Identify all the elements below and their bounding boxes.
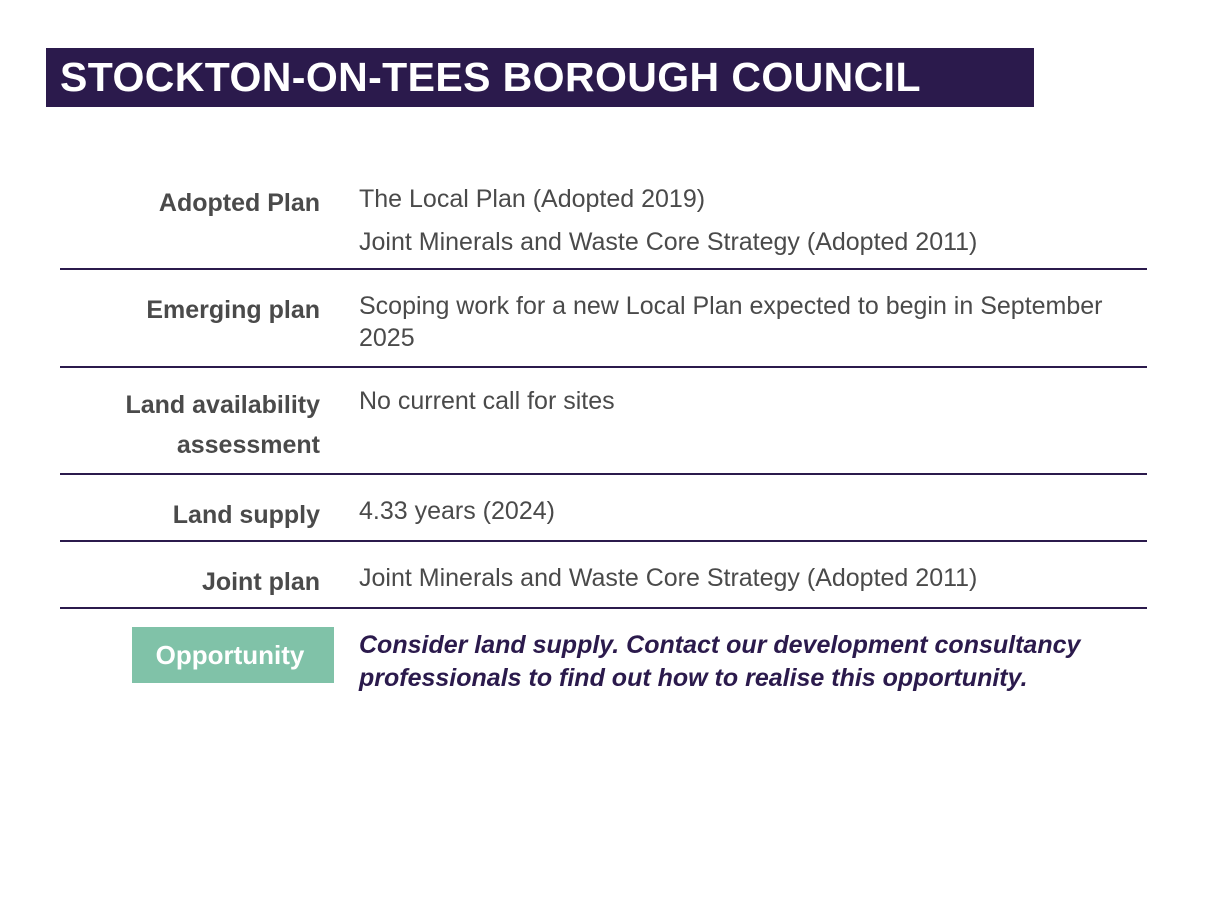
land-supply-value: 4.33 years (2024) [359, 497, 555, 525]
row-adopted-plan [60, 170, 1147, 270]
adopted-plan-line-2: Joint Minerals and Waste Core Strategy (Adopted 2011) [359, 228, 978, 256]
row-emerging-plan [60, 270, 1147, 368]
title-banner [46, 48, 1034, 107]
row-land-supply [60, 475, 1147, 542]
adopted-plan-line-1: The Local Plan (Adopted 2019) [359, 185, 706, 213]
opportunity-badge-wrap [60, 627, 320, 695]
joint-plan-label: Joint plan [201, 568, 320, 596]
land-availability-label-line-1: Land availability [125, 391, 320, 419]
opportunity-badge: Opportunity [132, 627, 334, 683]
emerging-plan-value: Scoping work for a new Local Plan expected to begin in September 2025 [359, 292, 1103, 352]
joint-plan-value: Joint Minerals and Waste Core Strategy (Adopted 2011) [359, 564, 978, 592]
opportunity-text: Consider land supply. Contact our development consultancy professionals to find out how to realise this opportunity. [359, 631, 1081, 692]
adopted-plan-label: Adopted Plan [158, 189, 320, 217]
emerging-plan-label: Emerging plan [146, 296, 320, 324]
row-land-availability [60, 368, 1147, 475]
adopted-plan-value [359, 183, 1147, 268]
land-supply-label: Land supply [172, 501, 320, 529]
plan-info-table [60, 170, 1147, 695]
page-title: STOCKTON-ON-TEES BOROUGH COUNCIL [60, 54, 921, 100]
land-availability-label-line-2: assessment [176, 431, 320, 459]
land-availability-label [60, 385, 320, 473]
row-opportunity [60, 609, 1147, 695]
land-availability-value: No current call for sites [359, 387, 615, 415]
row-joint-plan [60, 542, 1147, 609]
